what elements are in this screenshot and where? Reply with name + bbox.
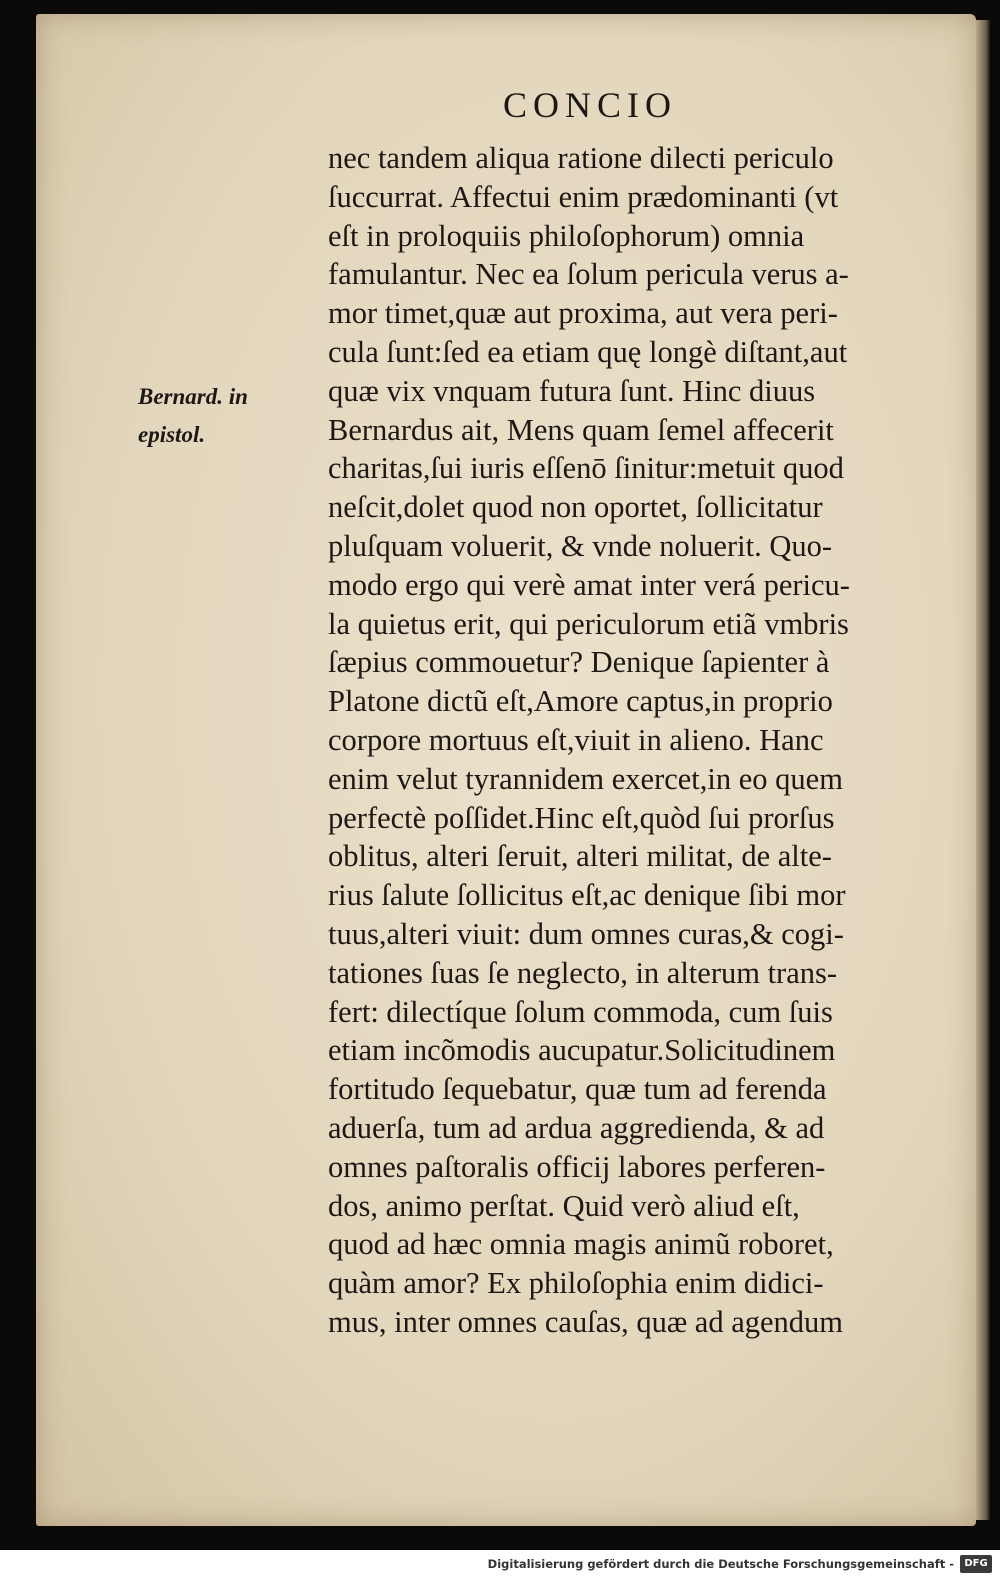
page-edge [976, 20, 990, 1520]
text-line: Bernardus ait, Mens quam ſemel affecerit [328, 412, 834, 447]
text-line: etiam incõmodis aucupatur.Solicitudinem [328, 1033, 836, 1068]
text-line: corpore mortuus eſt,viuit in alieno. Hanc [328, 722, 824, 757]
text-line: pluſquam voluerit, & vnde noluerit. Quo- [328, 528, 833, 563]
text-line: quàm amor? Ex philoſophia enim didici- [328, 1266, 824, 1301]
text-line: la quietus erit, qui periculorum etiã vmbris [328, 606, 849, 641]
marginal-note-line: Bernard. in [138, 384, 248, 409]
text-line: nec tandem aliqua ratione dilecti periculo [328, 141, 834, 175]
body-text [328, 139, 938, 1342]
dfg-logo: DFG [960, 1555, 992, 1573]
text-line: eſt in proloquiis philoſophorum) omnia [328, 218, 805, 253]
text-line: fortitudo ſequebatur, quæ tum ad ferenda [328, 1072, 827, 1107]
text-line: neſcit,dolet quod non oportet, ſollicitatur [328, 490, 823, 525]
text-line: rius ſalute ſollicitus eſt,ac denique ſibi mor [328, 878, 846, 913]
text-line: ſuccurrat. Affectui enim prædominanti (vt [328, 179, 839, 214]
text-line: enim velut tyrannidem exercet,in eo quem [328, 761, 843, 796]
text-line: perfectè poſſidet.Hinc eſt,quòd ſui prorſus [328, 800, 835, 835]
text-line: cula ſunt:ſed ea etiam quę longè diſtant,aut [328, 334, 848, 369]
text-line: omnes paſtoralis officij labores perferen- [328, 1149, 826, 1184]
text-line: aduerſa, tum ad ardua aggredienda, & ad [328, 1110, 825, 1145]
funding-credit: Digitalisierung gefördert durch die Deutsche Forschungsgemeinschaft - [487, 1557, 954, 1571]
text-line: fert: dilectíque ſolum commoda, cum ſuis [328, 994, 833, 1029]
text-line: mor timet,quæ aut proxima, aut vera peri- [328, 296, 838, 331]
text-line: mus, inter omnes cauſas, quæ ad agendum [328, 1304, 844, 1339]
marginal-note-line: epistol. [138, 422, 206, 447]
text-line: ſæpius commouetur? Denique ſapienter à [328, 645, 830, 680]
text-line: famulantur. Nec ea ſolum pericula verus a- [328, 257, 849, 292]
text-line: modo ergo qui verè amat inter verá pericu- [328, 567, 850, 602]
text-line: quæ vix vnquam futura ſunt. Hinc diuus [328, 373, 816, 408]
text-line: charitas,ſui iuris eſſenō ſinitur:metuit quod [328, 451, 844, 486]
text-line: Platone dictũ eſt,Amore captus,in proprio [328, 684, 833, 719]
text-line: oblitus, alteri ſeruit, alteri militat, de alte- [328, 839, 832, 874]
text-line: tuus,alteri viuit: dum omnes curas,& cogi- [328, 916, 844, 951]
text-line: tationes ſuas ſe neglecto, in alterum trans- [328, 955, 838, 990]
text-line: dos, animo perſtat. Quid verò aliud eſt, [328, 1188, 800, 1223]
running-head: CONCIO [502, 85, 677, 125]
text-line: quod ad hæc omnia magis animũ roboret, [328, 1227, 834, 1262]
marginal-note [138, 378, 308, 454]
